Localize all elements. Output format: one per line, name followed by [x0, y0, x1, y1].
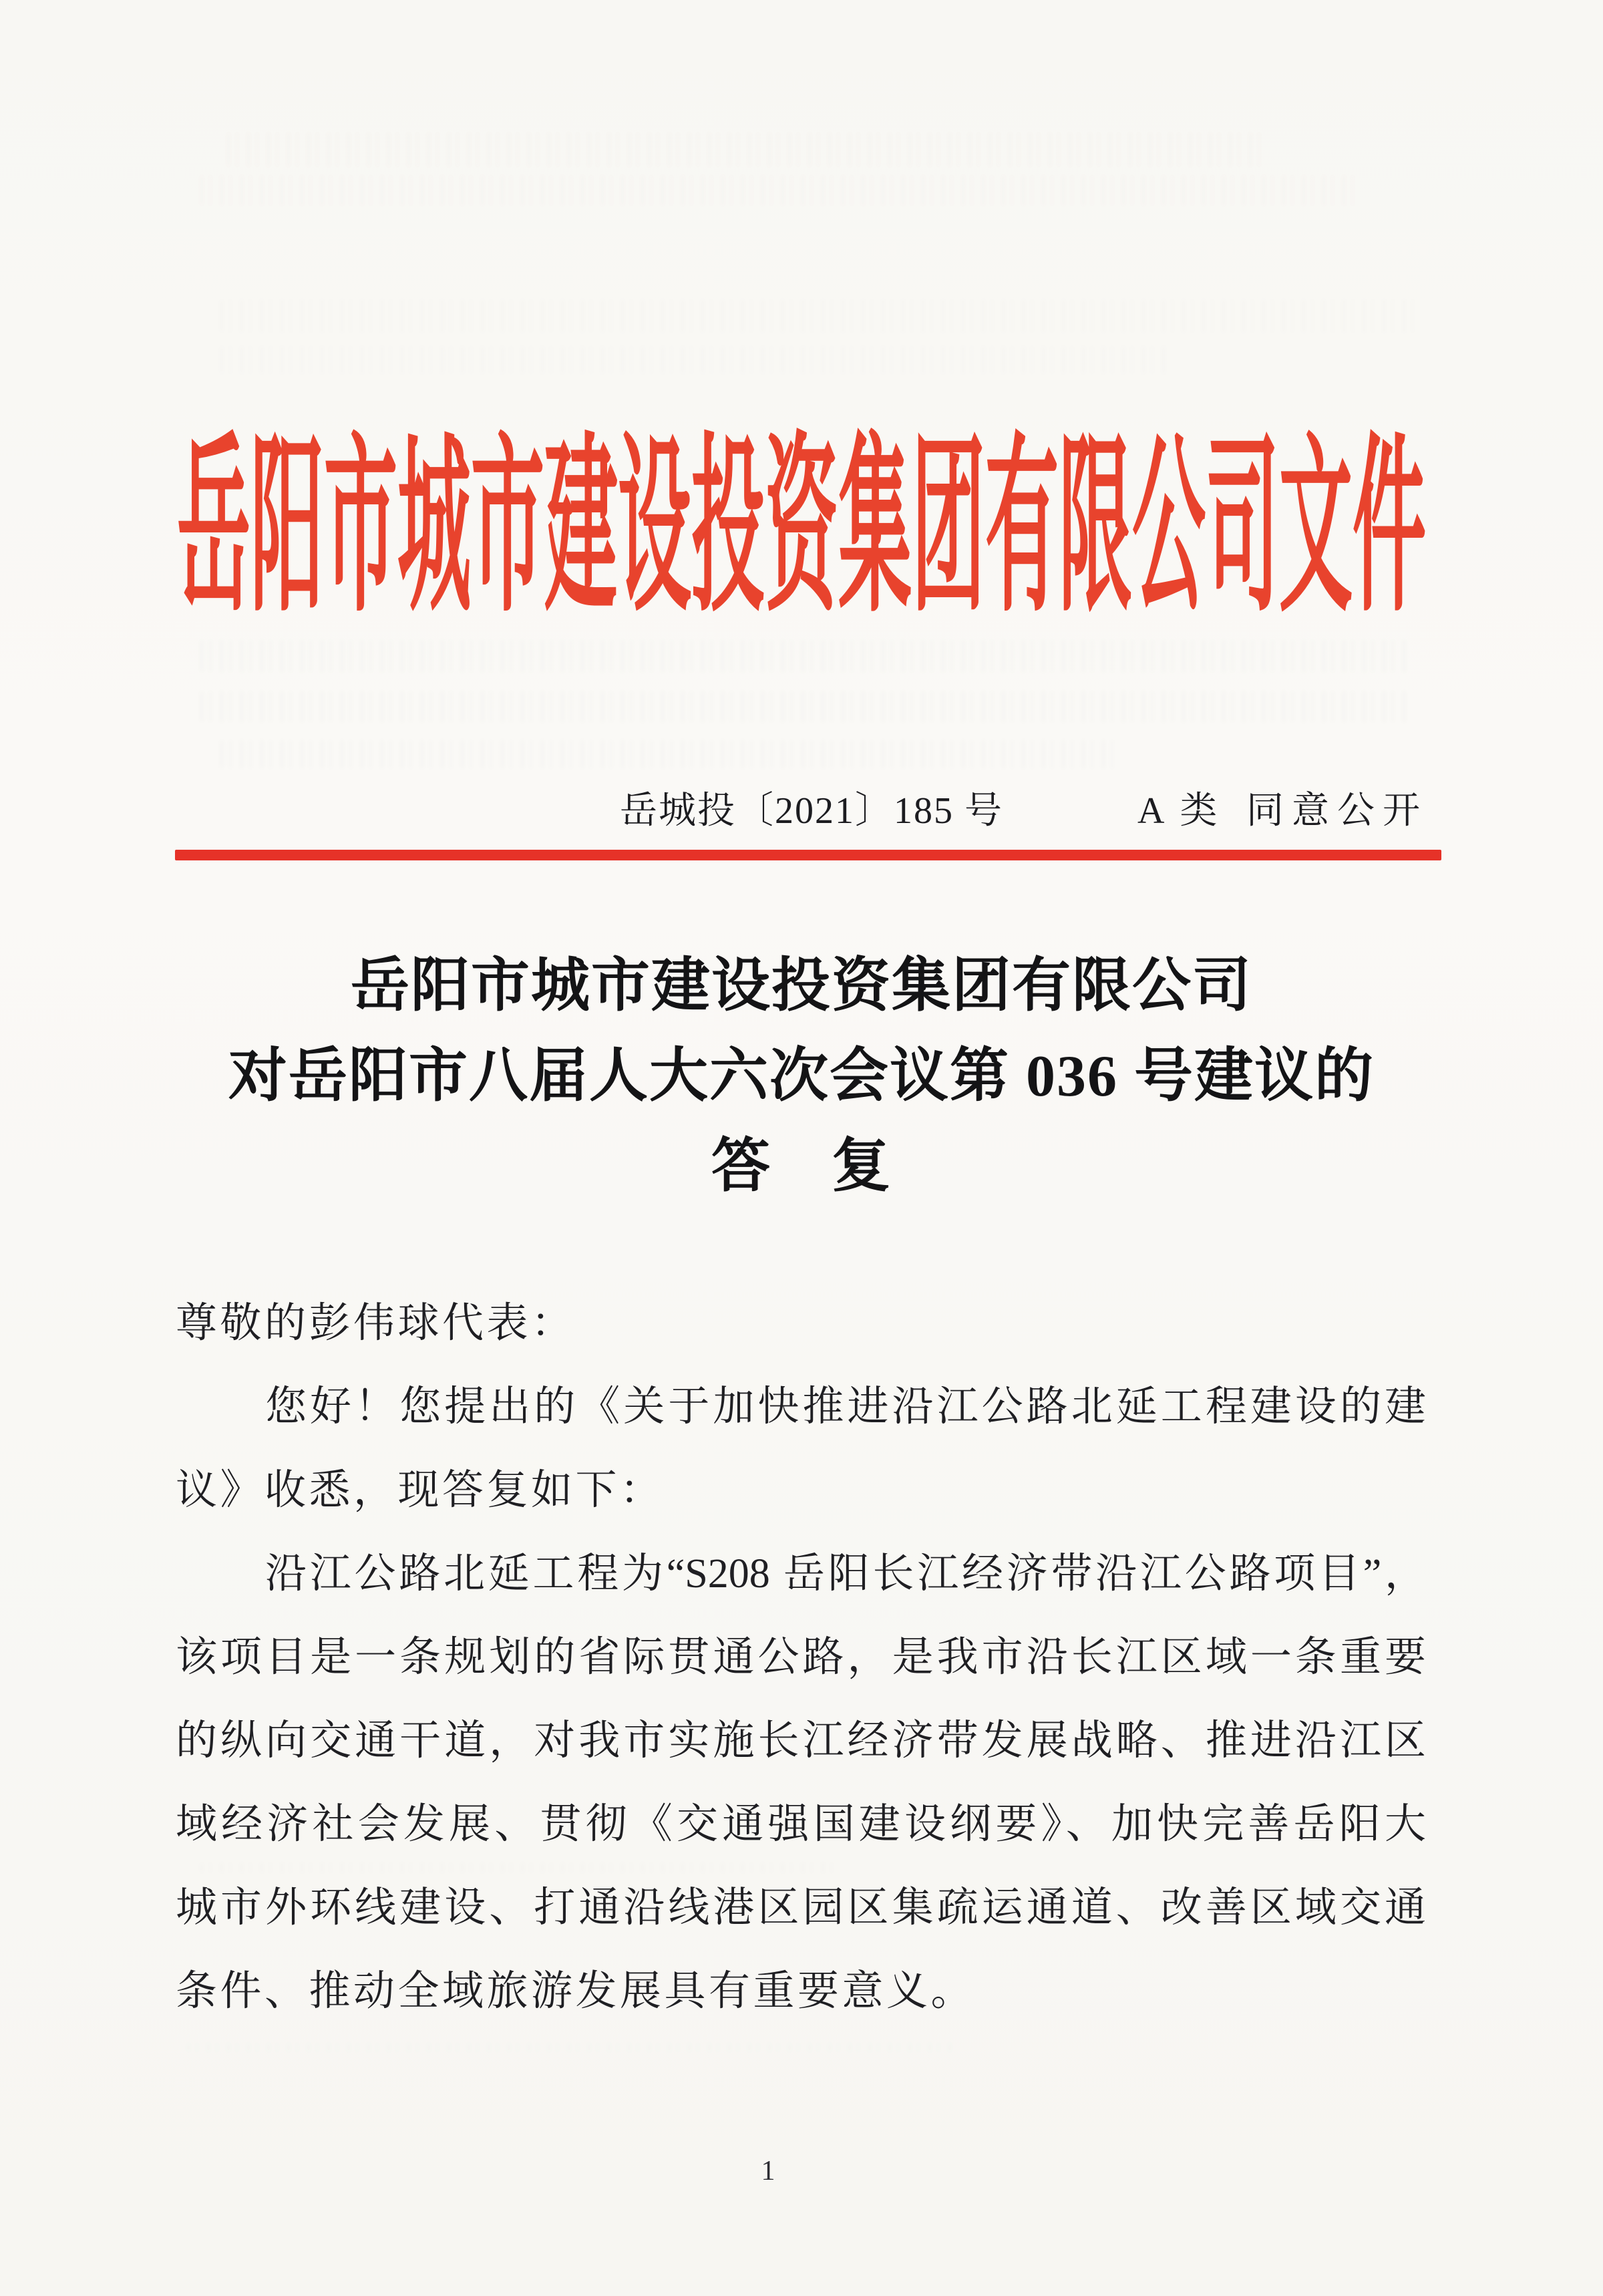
bleed-through-ghost [227, 132, 1269, 167]
bleed-through-ghost [200, 691, 1409, 722]
body-text-line: 的纵向交通干道，对我市实施长江经济带发展战略、推进沿江区 [176, 1718, 1426, 1764]
salutation-line: 尊敬的彭伟球代表： [176, 1301, 576, 1346]
document-title-line-2: 对岳阳市八届人大六次会议第 036 号建议的 [228, 1044, 1375, 1109]
document-number: 岳城投〔2021〕185 号 [620, 790, 1003, 832]
bleed-through-ghost [187, 2043, 955, 2052]
body-text-line: 该项目是一条规划的省际贯通公路，是我市沿长江区域一条重要 [176, 1635, 1426, 1680]
letterhead-title: 岳阳市城市建设投资集团有限公司文件 [177, 422, 1426, 635]
body-text-line: 城市外环线建设、打通沿线港区园区集疏运通道、改善区域交通 [176, 1885, 1426, 1931]
document-class-label: A 类 [1137, 790, 1222, 832]
bleed-through-ghost [220, 346, 1169, 374]
body-text-line: 条件、推动全域旅游发展具有重要意义。 [176, 1969, 976, 2014]
red-separator-rule [175, 850, 1441, 860]
bleed-through-ghost [200, 1862, 835, 1873]
body-text-line: 沿江公路北延工程为“S208 岳阳长江经济带沿江公路项目”， [265, 1551, 1426, 1597]
document-title-line-3: 答 复 [711, 1134, 892, 1199]
body-text-line: 您好！您提出的《关于加快推进沿江公路北延工程建设的建 [265, 1384, 1426, 1430]
bleed-through-ghost [220, 299, 1416, 333]
page-number: 1 [761, 2156, 775, 2186]
bleed-through-ghost [200, 175, 1363, 206]
publicity-label: 同意公开 [1246, 790, 1428, 832]
bleed-through-ghost [220, 740, 1122, 768]
body-text-line: 域经济社会发展、贯彻《交通强国建设纲要》、加快完善岳阳大 [176, 1802, 1426, 1847]
bleed-through-ghost [200, 640, 1409, 672]
document-title [0, 941, 1603, 1212]
body-text-line: 议》收悉，现答复如下： [176, 1468, 665, 1513]
document-title-line-1: 岳阳市城市建设投资集团有限公司 [350, 954, 1252, 1019]
